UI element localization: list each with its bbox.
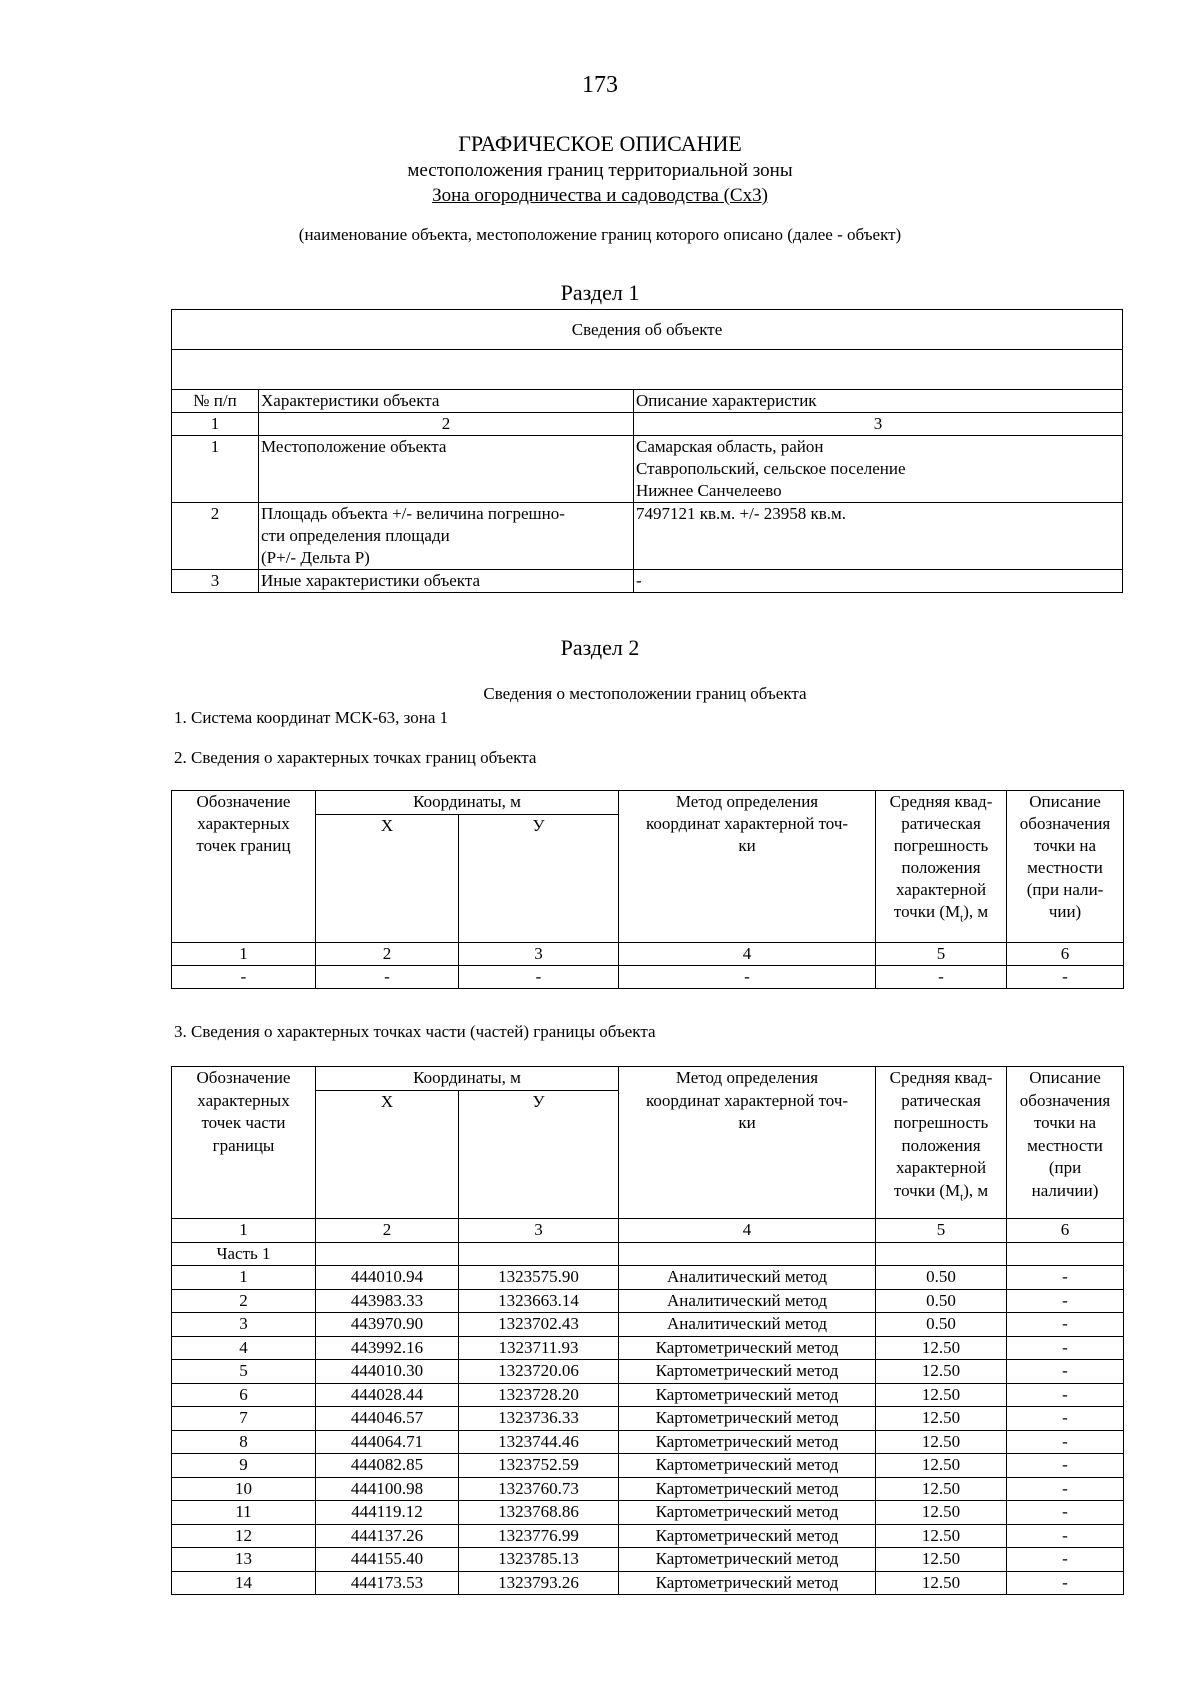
cell: - bbox=[1007, 966, 1124, 989]
row-num: 1 bbox=[172, 436, 259, 503]
row-num: 3 bbox=[172, 570, 259, 593]
object-info-table bbox=[171, 309, 1123, 593]
cell: Картометрический метод bbox=[619, 1501, 876, 1525]
table-row bbox=[172, 1524, 1124, 1548]
cell: - bbox=[1007, 1336, 1124, 1360]
header-point-description: Описание обозначения точки на местности (при наличии) bbox=[1007, 1067, 1124, 1219]
cell: 443970.90 bbox=[316, 1313, 459, 1337]
cell: 1323793.26 bbox=[459, 1571, 619, 1595]
table-row bbox=[172, 1501, 1124, 1525]
part-row bbox=[172, 1242, 1124, 1266]
cell: 8 bbox=[172, 1430, 316, 1454]
cell: 1323711.93 bbox=[459, 1336, 619, 1360]
cell: - bbox=[619, 966, 876, 989]
header-point-designation: Обозначение характерных точек границ bbox=[172, 791, 316, 943]
row-desc: Самарская область, район Ставропольский, сельское поселение Нижнее Санчелеево bbox=[634, 436, 1123, 503]
cell: 444082.85 bbox=[316, 1454, 459, 1478]
cell: 444010.30 bbox=[316, 1360, 459, 1384]
cell: 1323720.06 bbox=[459, 1360, 619, 1384]
cell: - bbox=[1007, 1454, 1124, 1478]
table-row bbox=[172, 1430, 1124, 1454]
cell: - bbox=[876, 966, 1007, 989]
coordinate-system: 1. Система координат МСК-63, зона 1 bbox=[174, 708, 449, 727]
cell: 0.50 bbox=[876, 1313, 1007, 1337]
header-description: Описание характеристик bbox=[634, 390, 1123, 413]
col-number: 1 bbox=[172, 943, 316, 966]
cell: - bbox=[1007, 1360, 1124, 1384]
row-name: Местоположение объекта bbox=[259, 436, 634, 503]
cell: 11 bbox=[172, 1501, 316, 1525]
cell: Картометрический метод bbox=[619, 1360, 876, 1384]
cell: Картометрический метод bbox=[619, 1430, 876, 1454]
cell: 444137.26 bbox=[316, 1524, 459, 1548]
col-number: 1 bbox=[172, 1219, 316, 1243]
header-point-designation: Обозначение характерных точек части границы bbox=[172, 1067, 316, 1219]
cell: 12.50 bbox=[876, 1336, 1007, 1360]
cell: 1 bbox=[172, 1266, 316, 1290]
page-number: 173 bbox=[582, 72, 618, 98]
row-num: 2 bbox=[172, 503, 259, 570]
cell: Картометрический метод bbox=[619, 1571, 876, 1595]
cell: 444155.40 bbox=[316, 1548, 459, 1572]
section2-heading: Раздел 2 bbox=[560, 635, 640, 660]
table-row bbox=[172, 503, 1123, 570]
cell: 1323768.86 bbox=[459, 1501, 619, 1525]
cell: 1323752.59 bbox=[459, 1454, 619, 1478]
table-row bbox=[172, 1407, 1124, 1431]
cell: - bbox=[316, 966, 459, 989]
cell: 1323744.46 bbox=[459, 1430, 619, 1454]
cell: - bbox=[1007, 1524, 1124, 1548]
boundary-points-caption: 2. Сведения о характерных точках границ объекта bbox=[174, 748, 537, 767]
cell: Картометрический метод bbox=[619, 1524, 876, 1548]
cell bbox=[1007, 1242, 1124, 1266]
cell: 12.50 bbox=[876, 1501, 1007, 1525]
cell: 444064.71 bbox=[316, 1430, 459, 1454]
cell: 13 bbox=[172, 1548, 316, 1572]
cell: 0.50 bbox=[876, 1289, 1007, 1313]
header-num: № п/п bbox=[172, 390, 259, 413]
cell: - bbox=[1007, 1477, 1124, 1501]
cell: 4 bbox=[172, 1336, 316, 1360]
part-label: Часть 1 bbox=[172, 1242, 316, 1266]
cell bbox=[316, 1242, 459, 1266]
row-desc: 7497121 кв.м. +/- 23958 кв.м. bbox=[634, 503, 1123, 570]
cell: 1323728.20 bbox=[459, 1383, 619, 1407]
cell: Картометрический метод bbox=[619, 1477, 876, 1501]
cell: 7 bbox=[172, 1407, 316, 1431]
cell: 1323575.90 bbox=[459, 1266, 619, 1290]
col-number: 5 bbox=[876, 1219, 1007, 1243]
table-row bbox=[172, 1571, 1124, 1595]
col-number: 5 bbox=[876, 943, 1007, 966]
section2-caption: Сведения о местоположении границ объекта bbox=[483, 684, 807, 703]
cell: Аналитический метод bbox=[619, 1313, 876, 1337]
cell: - bbox=[1007, 1266, 1124, 1290]
zone-name: Зона огородничества и садоводства (Сх3) bbox=[432, 185, 768, 206]
object-hint: (наименование объекта, местоположение границ которого описано (далее - объект) bbox=[298, 225, 902, 244]
cell: 1323663.14 bbox=[459, 1289, 619, 1313]
cell: 1323776.99 bbox=[459, 1524, 619, 1548]
cell bbox=[876, 1242, 1007, 1266]
table-row bbox=[172, 1383, 1124, 1407]
cell: Картометрический метод bbox=[619, 1336, 876, 1360]
cell: - bbox=[172, 966, 316, 989]
cell: 12.50 bbox=[876, 1360, 1007, 1384]
part-points-table bbox=[171, 1066, 1124, 1595]
cell: Картометрический метод bbox=[619, 1454, 876, 1478]
cell: 12.50 bbox=[876, 1430, 1007, 1454]
header-point-description: Описание обозначения точки на местности (при нали- чии) bbox=[1007, 791, 1124, 943]
cell: Картометрический метод bbox=[619, 1407, 876, 1431]
cell: Аналитический метод bbox=[619, 1266, 876, 1290]
col-number: 3 bbox=[459, 943, 619, 966]
cell: 12.50 bbox=[876, 1571, 1007, 1595]
row-desc: - bbox=[634, 570, 1123, 593]
header-error: Средняя квад- ратическая погрешность положения характерной точки $(M_t)$, м bbox=[876, 1067, 1007, 1219]
table-row bbox=[172, 1548, 1124, 1572]
document-title: ГРАФИЧЕСКОЕ ОПИСАНИЕ bbox=[458, 131, 742, 156]
cell: 5 bbox=[172, 1360, 316, 1384]
cell: 1323702.43 bbox=[459, 1313, 619, 1337]
cell: 2 bbox=[172, 1289, 316, 1313]
col-number: 3 bbox=[634, 413, 1123, 436]
cell: 9 bbox=[172, 1454, 316, 1478]
cell: 6 bbox=[172, 1383, 316, 1407]
table-row bbox=[172, 1336, 1124, 1360]
cell: - bbox=[1007, 1289, 1124, 1313]
row-name: Площадь объекта +/- величина погрешно- сти определения площади (Р+/- Дельта Р) bbox=[259, 503, 634, 570]
cell: 12.50 bbox=[876, 1407, 1007, 1431]
col-number: 4 bbox=[619, 943, 876, 966]
cell: - bbox=[1007, 1430, 1124, 1454]
table-row bbox=[172, 1289, 1124, 1313]
header-error: Средняя квад- ратическая погрешность положения характерной точки $(M_t)$, м bbox=[876, 791, 1007, 943]
header-characteristic: Характеристики объекта bbox=[259, 390, 634, 413]
cell: 12.50 bbox=[876, 1548, 1007, 1572]
cell bbox=[459, 1242, 619, 1266]
cell: 443983.33 bbox=[316, 1289, 459, 1313]
header-coordinates: Координаты, м bbox=[316, 791, 619, 815]
table-row bbox=[172, 570, 1123, 593]
cell: 12.50 bbox=[876, 1477, 1007, 1501]
cell: 10 bbox=[172, 1477, 316, 1501]
section1-heading: Раздел 1 bbox=[560, 280, 640, 305]
header-coordinates: Координаты, м bbox=[316, 1067, 619, 1091]
col-number: 2 bbox=[316, 943, 459, 966]
header-x: Х bbox=[316, 815, 459, 943]
cell: 444173.53 bbox=[316, 1571, 459, 1595]
col-number: 2 bbox=[316, 1219, 459, 1243]
row-name: Иные характеристики объекта bbox=[259, 570, 634, 593]
cell: - bbox=[1007, 1313, 1124, 1337]
col-number: 6 bbox=[1007, 1219, 1124, 1243]
table-row bbox=[172, 1266, 1124, 1290]
table-row bbox=[172, 966, 1124, 989]
cell: 1323760.73 bbox=[459, 1477, 619, 1501]
header-x: Х bbox=[316, 1091, 459, 1219]
col-number: 2 bbox=[259, 413, 634, 436]
header-method: Метод определения координат характерной точ- ки bbox=[619, 791, 876, 943]
cell: - bbox=[1007, 1548, 1124, 1572]
cell: 443992.16 bbox=[316, 1336, 459, 1360]
cell: 1323736.33 bbox=[459, 1407, 619, 1431]
cell: - bbox=[1007, 1383, 1124, 1407]
header-y: У bbox=[459, 1091, 619, 1219]
table-row bbox=[172, 1477, 1124, 1501]
cell: Аналитический метод bbox=[619, 1289, 876, 1313]
table-row bbox=[172, 1360, 1124, 1384]
cell: 444028.44 bbox=[316, 1383, 459, 1407]
part-points-caption: 3. Сведения о характерных точках части (частей) границы объекта bbox=[174, 1022, 656, 1041]
table-row bbox=[172, 436, 1123, 503]
cell: 444100.98 bbox=[316, 1477, 459, 1501]
table-row bbox=[172, 1454, 1124, 1478]
header-method: Метод определения координат характерной точ- ки bbox=[619, 1067, 876, 1219]
cell: 12 bbox=[172, 1524, 316, 1548]
header-y: У bbox=[459, 815, 619, 943]
cell: 14 bbox=[172, 1571, 316, 1595]
boundary-points-table bbox=[171, 790, 1124, 989]
table-row bbox=[172, 1313, 1124, 1337]
cell: - bbox=[459, 966, 619, 989]
empty-row bbox=[172, 350, 1123, 390]
col-number: 1 bbox=[172, 413, 259, 436]
cell: 444010.94 bbox=[316, 1266, 459, 1290]
cell: 0.50 bbox=[876, 1266, 1007, 1290]
table-title: Сведения об объекте bbox=[172, 310, 1123, 350]
cell: 444046.57 bbox=[316, 1407, 459, 1431]
cell: 3 bbox=[172, 1313, 316, 1337]
cell: 12.50 bbox=[876, 1383, 1007, 1407]
cell: - bbox=[1007, 1407, 1124, 1431]
document-subtitle: местоположения границ территориальной зоны bbox=[407, 160, 793, 181]
col-number: 3 bbox=[459, 1219, 619, 1243]
cell: 1323785.13 bbox=[459, 1548, 619, 1572]
cell: 12.50 bbox=[876, 1454, 1007, 1478]
col-number: 4 bbox=[619, 1219, 876, 1243]
cell: 444119.12 bbox=[316, 1501, 459, 1525]
cell: 12.50 bbox=[876, 1524, 1007, 1548]
cell: Картометрический метод bbox=[619, 1383, 876, 1407]
cell: - bbox=[1007, 1571, 1124, 1595]
cell: - bbox=[1007, 1501, 1124, 1525]
col-number: 6 bbox=[1007, 943, 1124, 966]
cell bbox=[619, 1242, 876, 1266]
cell: Картометрический метод bbox=[619, 1548, 876, 1572]
